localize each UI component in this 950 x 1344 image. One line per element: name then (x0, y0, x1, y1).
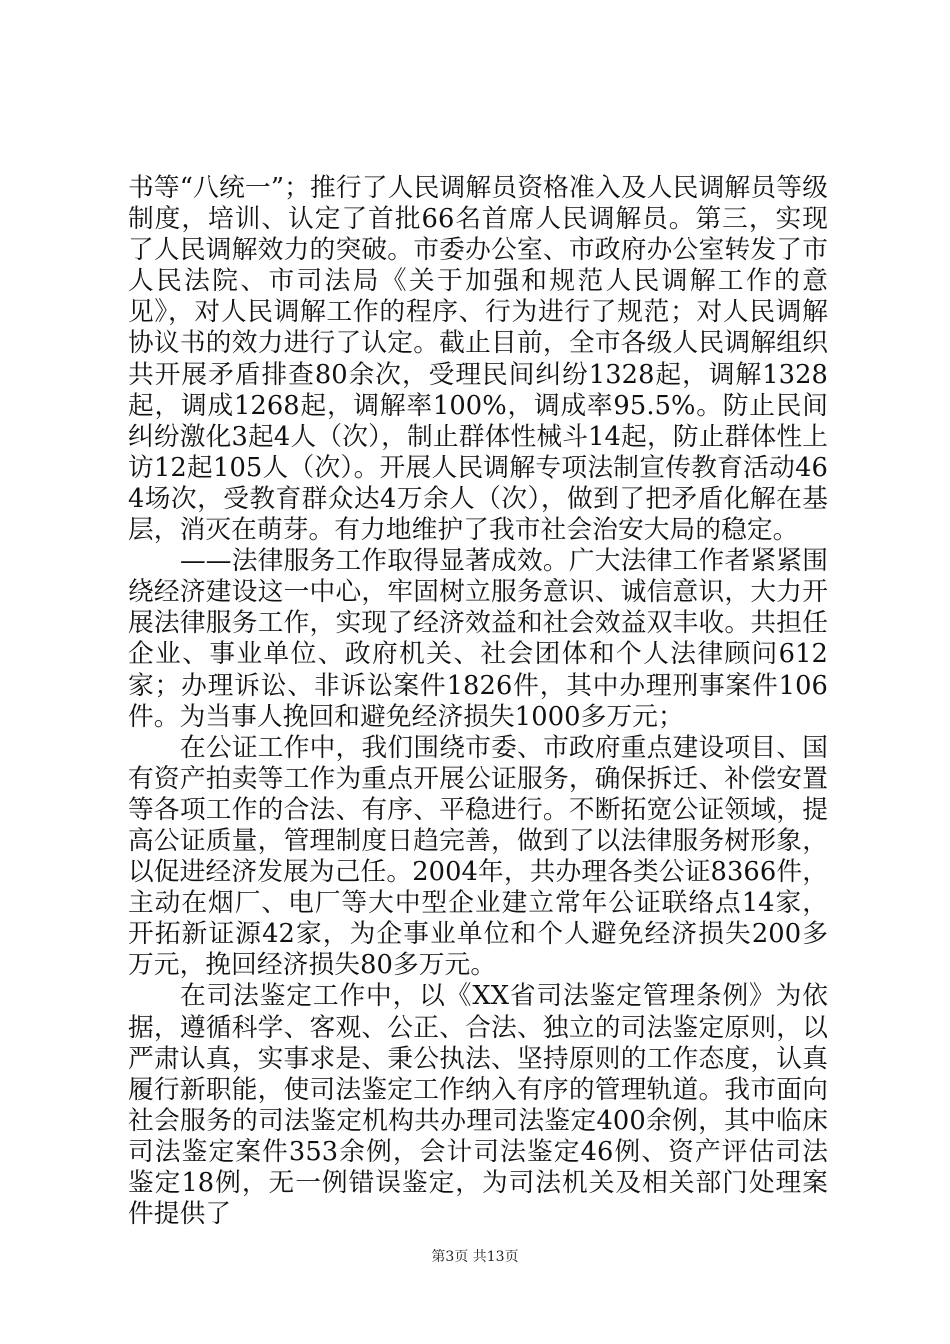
paragraph-notarization: 在公证工作中，我们围绕市委、市政府重点建设项目、国有资产拍卖等工作为重点开展公证服务，确保拆迁、补偿安置等各项工作的合法、有序、平稳进行。不断拓宽公证领域，提高公证质量，管理制度日趋完善，做到了以法律服务树形象，以促进经济发展为己任。2004年，共办理各类公证8366件，主动在烟厂、电厂等大中型企业建立常年公证联络点14家，开拓新证源42家，为企事业单位和个人避免经济损失200多万元，挽回经济损失80多万元。 (128, 732, 828, 981)
paragraph-people-mediation: 书等“八统一”；推行了人民调解员资格准入及人民调解员等级制度，培训、认定了首批66名首席人民调解员。第三，实现了人民调解效力的突破。市委办公室、市政府办公室转发了市人民法院、市司法局《关于加强和规范人民调解工作的意见》，对人民调解工作的程序、行为进行了规范；对人民调解协议书的效力进行了认定。截止目前，全市各级人民调解组织共开展矛盾排查80余次，受理民间纠纷1328起，调解1328起，调成1268起，调解率100%，调成率95.5%。防止民间纠纷激化3起4人（次），制止群体性械斗14起，防止群体性上访12起105人（次）。开展人民调解专项法制宣传教育活动464场次，受教育群众达4万余人（次），做到了把矛盾化解在基层，消灭在萌芽。有力地维护了我市社会治安大局的稳定。 (128, 173, 828, 546)
page-number: 第3页 共13页 (431, 1249, 519, 1265)
paragraph-judicial-appraisal: 在司法鉴定工作中，以《XX省司法鉴定管理条例》为依据，遵循科学、客观、公正、合法、独立的司法鉴定原则，以严肃认真，实事求是、秉公执法、坚持原则的工作态度，认真履行新职能，使司法鉴定工作纳入有序的管理轨道。我市面向社会服务的司法鉴定机构共办理司法鉴定400余例，其中临床司法鉴定案件353余例，会计司法鉴定46例、资产评估司法鉴定18例，无一例错误鉴定，为司法机关及相关部门处理案件提供了 (128, 981, 828, 1230)
document-body (128, 173, 828, 1230)
paragraph-legal-services: ——法律服务工作取得显著成效。广大法律工作者紧紧围绕经济建设这一中心，牢固树立服务意识、诚信意识，大力开展法律服务工作，实现了经济效益和社会效益双丰收。共担任企业、事业单位、政府机关、社会团体和个人法律顾问612家；办理诉讼、非诉讼案件1826件，其中办理刑事案件106件。为当事人挽回和避免经济损失1000多万元； (128, 546, 828, 732)
